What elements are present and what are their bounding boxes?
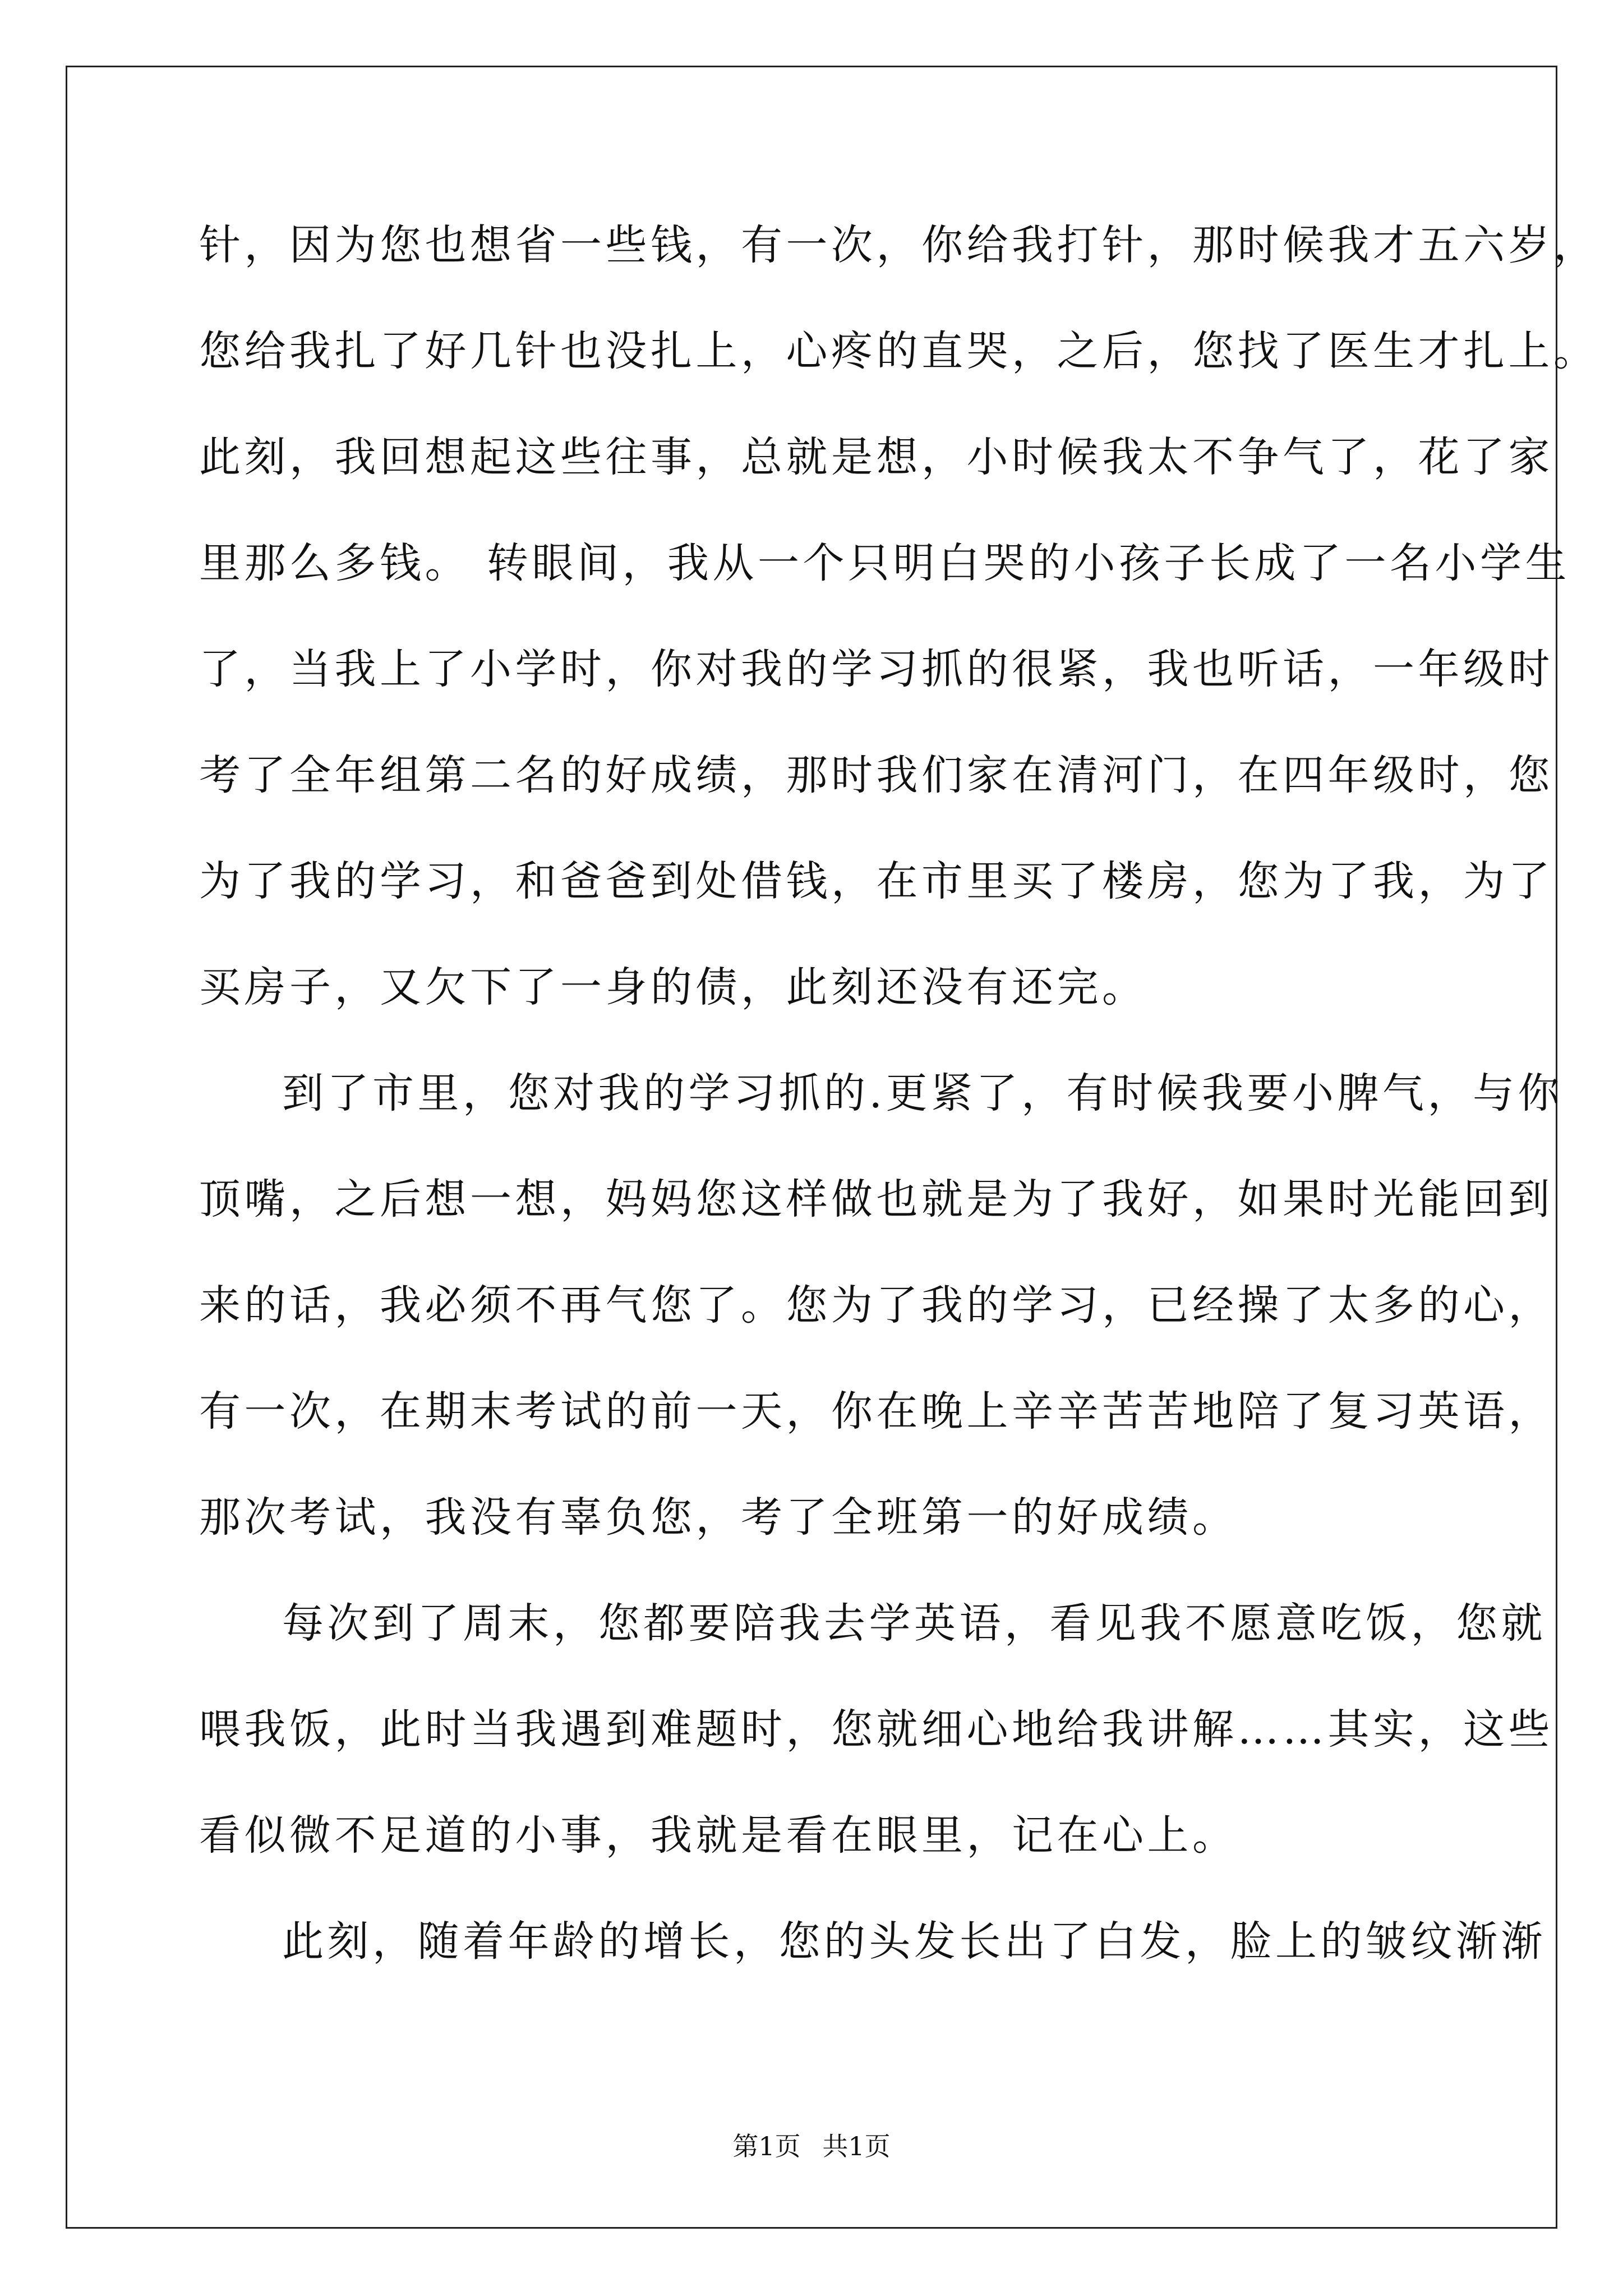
paragraph-start-line: 每次到了周末，您都要陪我去学英语，看见我不愿意吃饭，您就 xyxy=(282,1599,1546,1648)
text-line: 考了全年组第二名的好成绩，那时我们家在清河门，在四年级时，您 xyxy=(199,751,1553,799)
text-line: 那次考试，我没有辜负您，考了全班第一的好成绩。 xyxy=(199,1493,1238,1542)
page-number-current: 第1页 xyxy=(732,2131,801,2161)
text-line: 为了我的学习，和爸爸到处借钱，在市里买了楼房，您为了我，为了 xyxy=(199,857,1553,905)
paragraph-start-line: 此刻，随着年龄的增长，您的头发长出了白发，脸上的皱纹渐渐 xyxy=(282,1917,1546,1966)
text-line: 顶嘴，之后想一想，妈妈您这样做也就是为了我好，如果时光能回到 xyxy=(199,1175,1553,1223)
page-number-total: 共1页 xyxy=(822,2131,891,2161)
text-line: 您给我扎了好几针也没扎上，心疼的直哭，之后，您找了医生才扎上。 xyxy=(199,327,1599,375)
text-line: 了，当我上了小学时，你对我的学习抓的很紧，我也听话，一年级时 xyxy=(199,645,1553,693)
text-line: 此刻，我回想起这些往事，总就是想，小时候我太不争气了，花了家 xyxy=(199,433,1553,481)
text-line: 里那么多钱。 转眼间，我从一个只明白哭的小孩子长成了一名小学生 xyxy=(199,539,1571,587)
page-footer xyxy=(0,2126,1623,2163)
text-line: 喂我饭，此时当我遇到难题时，您就细心地给我讲解……其实，这些 xyxy=(199,1705,1553,1754)
paragraph-start-line: 到了市里，您对我的学习抓的.更紧了，有时候我要小脾气，与你 xyxy=(282,1069,1564,1117)
text-line: 针，因为您也想省一些钱，有一次，你给我打针，那时候我才五六岁， xyxy=(199,221,1599,269)
text-line: 看似微不足道的小事，我就是看在眼里，记在心上。 xyxy=(199,1811,1238,1860)
text-line: 来的话，我必须不再气您了。您为了我的学习，已经操了太多的心， xyxy=(199,1281,1553,1329)
text-line: 买房子，又欠下了一身的债，此刻还没有还完。 xyxy=(199,963,1147,1011)
document-body xyxy=(199,221,1599,2027)
text-line: 有一次，在期末考试的前一天，你在晚上辛辛苦苦地陪了复习英语， xyxy=(199,1387,1553,1435)
